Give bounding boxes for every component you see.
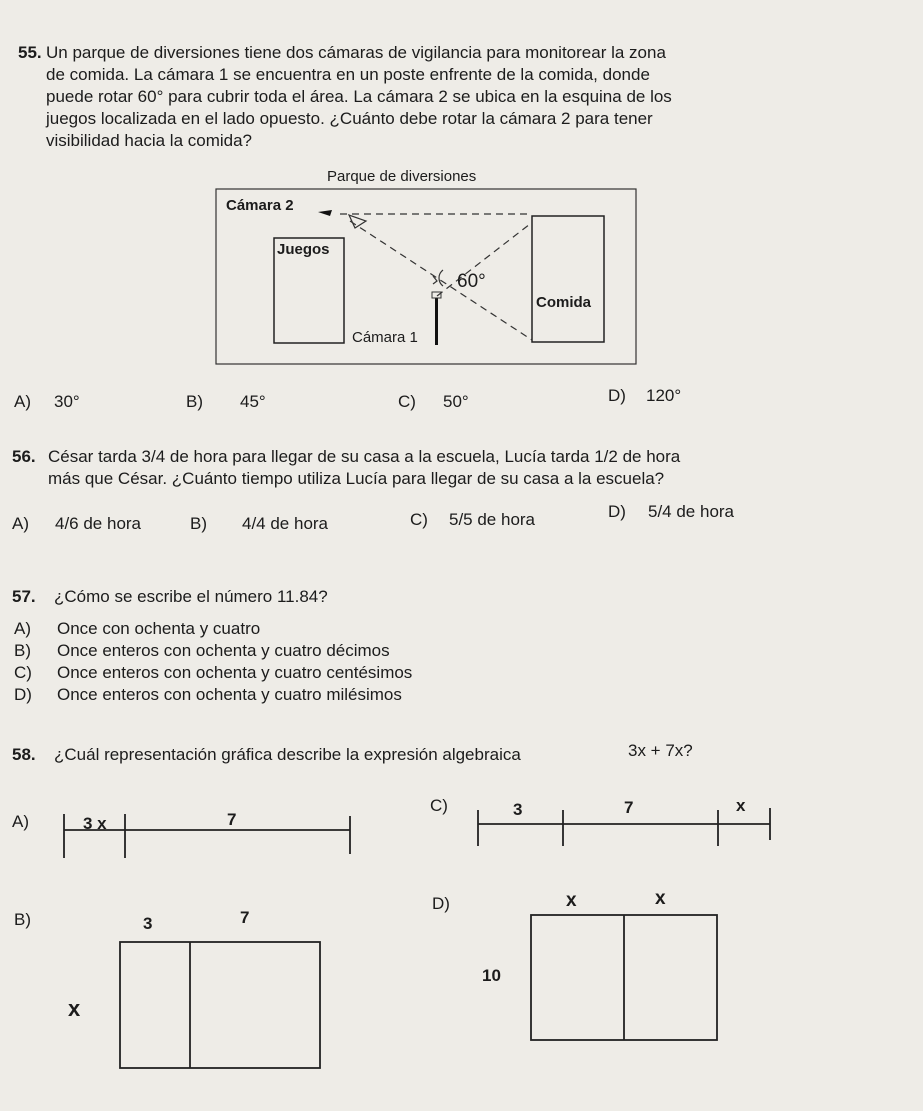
q55-option-c-letter[interactable]: C) — [398, 392, 416, 411]
optB-label-x: x — [68, 996, 81, 1021]
q56-option-b[interactable]: 4/4 de hora — [242, 514, 329, 533]
q58-question: ¿Cuál representación gráfica describe la expresión algebraica — [54, 745, 521, 764]
q55-option-a[interactable]: 30° — [54, 392, 80, 411]
comida-label: Comida — [536, 294, 592, 311]
optD-label-x2: x — [655, 888, 666, 909]
q56-option-a-letter[interactable]: A) — [12, 514, 29, 533]
q56-number: 56. — [12, 447, 36, 466]
optC-label-3: 3 — [513, 800, 523, 819]
optB-label-3: 3 — [143, 914, 153, 933]
q57-option-c-letter[interactable]: C) — [14, 663, 32, 682]
q55-option-c[interactable]: 50° — [443, 392, 469, 411]
q57-option-c[interactable]: Once enteros con ochenta y cuatro centésimos — [57, 663, 413, 682]
q57-question: ¿Cómo se escribe el número 11.84? — [54, 587, 328, 606]
camera2-label: Cámara 2 — [226, 197, 294, 214]
optD-label-x1: x — [566, 890, 577, 911]
q55-line-4: juegos localizada en el lado opuesto. ¿Cuánto debe rotar la cámara 2 para tener — [46, 109, 653, 128]
q55-line-2: de comida. La cámara 1 se encuentra en un poste enfrente de la comida, donde — [46, 65, 650, 84]
q55-line-1: Un parque de diversiones tiene dos cámaras de vigilancia para monitorear la zona — [46, 43, 666, 62]
q57-option-d[interactable]: Once enteros con ochenta y cuatro milésimos — [57, 685, 402, 704]
q55-number: 55. — [18, 43, 42, 62]
q55-option-b-letter[interactable]: B) — [186, 392, 203, 411]
optA-label-7: 7 — [227, 810, 237, 829]
q55-option-b[interactable]: 45° — [240, 392, 266, 411]
q58-expression: 3x + 7x? — [628, 741, 693, 760]
optB-label-7: 7 — [240, 908, 250, 927]
q56-option-d[interactable]: 5/4 de hora — [648, 502, 735, 521]
q56-option-c[interactable]: 5/5 de hora — [449, 510, 536, 529]
optC-label-7: 7 — [624, 798, 634, 817]
q56-option-c-letter[interactable]: C) — [410, 510, 428, 529]
q58-option-d-letter[interactable]: D) — [432, 894, 450, 913]
q55-line-3: puede rotar 60° para cubrir toda el área. La cámara 2 se ubica en la esquina de los — [46, 87, 672, 106]
juegos-label: Juegos — [277, 241, 330, 258]
q56-option-d-letter[interactable]: D) — [608, 502, 626, 521]
q56-option-b-letter[interactable]: B) — [190, 514, 207, 533]
q58-option-c-letter[interactable]: C) — [430, 796, 448, 815]
q58-option-a-letter[interactable]: A) — [12, 812, 29, 831]
q55-option-d[interactable]: 120° — [646, 386, 682, 405]
q55-option-a-letter[interactable]: A) — [14, 392, 31, 411]
q56-line-1: César tarda 3/4 de hora para llegar de su casa a la escuela, Lucía tarda 1/2 de hora — [48, 447, 681, 466]
q58-number: 58. — [12, 745, 36, 764]
optD-label-10: 10 — [482, 966, 501, 985]
q57-number: 57. — [12, 587, 36, 606]
camera1-label: Cámara 1 — [352, 329, 418, 346]
q57-option-b-letter[interactable]: B) — [14, 641, 31, 660]
optB-box — [120, 942, 320, 1068]
q57-option-a[interactable]: Once con ochenta y cuatro — [57, 619, 261, 638]
q57-option-a-letter[interactable]: A) — [14, 619, 31, 638]
optA-label-3x: 3 x — [83, 814, 107, 833]
diagram-title: Parque de diversiones — [327, 168, 477, 185]
optC-label-x: x — [736, 796, 746, 815]
q56-option-a[interactable]: 4/6 de hora — [55, 514, 142, 533]
q55-line-5: visibilidad hacia la comida? — [46, 131, 253, 150]
q57-option-d-letter[interactable]: D) — [14, 685, 32, 704]
q57-option-b[interactable]: Once enteros con ochenta y cuatro décimos — [57, 641, 390, 660]
q58-option-b-letter[interactable]: B) — [14, 910, 31, 929]
q56-line-2: más que César. ¿Cuánto tiempo utiliza Lucía para llegar de su casa a la escuela? — [48, 469, 665, 488]
q55-option-d-letter[interactable]: D) — [608, 386, 626, 405]
angle-label: 60° — [457, 271, 486, 292]
